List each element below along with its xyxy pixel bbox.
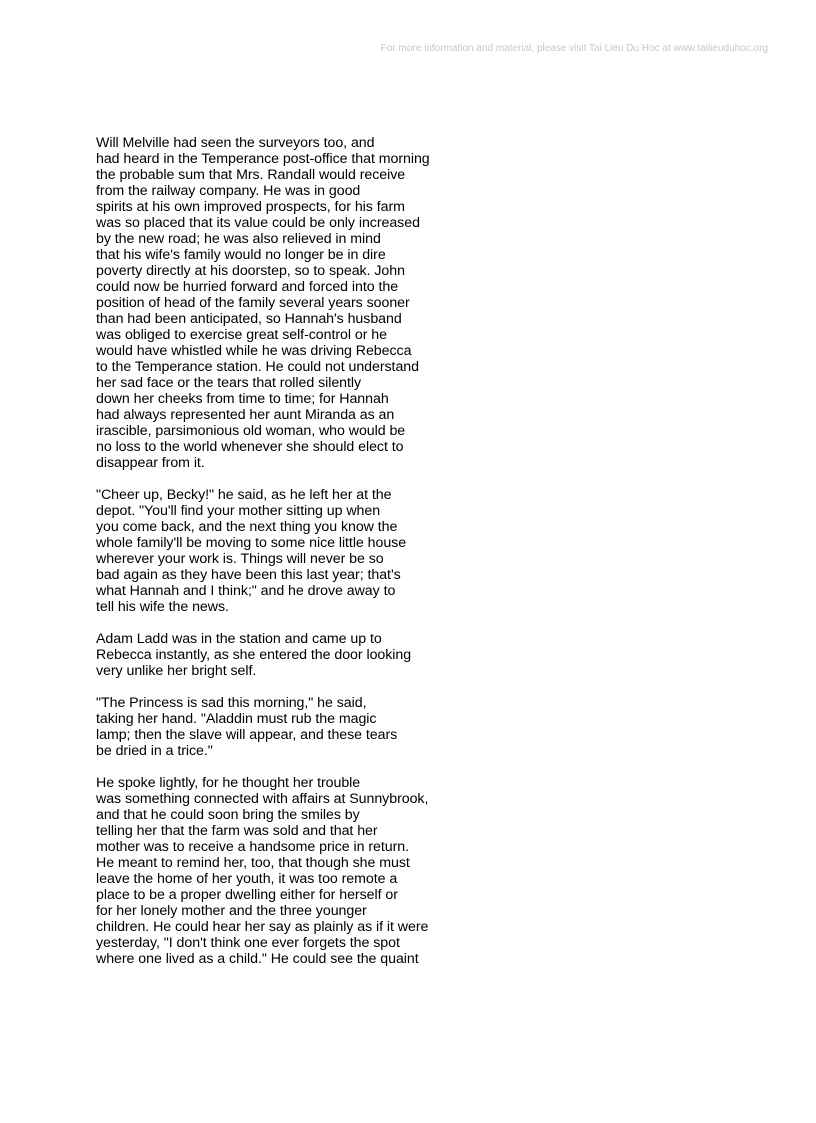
text-line: than had been anticipated, so Hannah's husband (96, 311, 402, 327)
text-line: could now be hurried forward and forced into the (96, 279, 399, 295)
text-line: was obliged to exercise great self-control or he (96, 327, 387, 343)
text-line: had always represented her aunt Miranda as an (96, 407, 395, 423)
text-line: irascible, parsimonious old woman, who would be (96, 423, 406, 439)
text-line: poverty directly at his doorstep, so to speak. John (96, 263, 405, 279)
text-line: very unlike her bright self. (96, 663, 257, 679)
text-line: where one lived as a child." He could see the quaint (96, 951, 419, 967)
text-line: position of head of the family several years sooner (96, 295, 410, 311)
header-note: For more information and material, please visit Tai Lieu Du Hoc at www.tailieuduhoc.org (380, 43, 768, 54)
text-line: and that he could soon bring the smiles by (96, 807, 360, 823)
text-line: had heard in the Temperance post-office that morning (96, 151, 430, 167)
text-line: taking her hand. "Aladdin must rub the magic (96, 711, 377, 727)
text-line: children. He could hear her say as plainly as if it were (96, 919, 429, 935)
text-line: "The Princess is sad this morning," he said, (96, 695, 367, 711)
paragraph-5 (96, 775, 496, 967)
text-line: bad again as they have been this last year; that's (96, 567, 401, 583)
text-line: disappear from it. (96, 455, 205, 471)
text-line: lamp; then the slave will appear, and these tears (96, 727, 398, 743)
text-line: depot. "You'll find your mother sitting up when (96, 503, 381, 519)
page-body (96, 135, 496, 983)
text-line: down her cheeks from time to time; for Hannah (96, 391, 389, 407)
text-line: from the railway company. He was in good (96, 183, 361, 199)
text-line: to the Temperance station. He could not understand (96, 359, 419, 375)
text-line: Adam Ladd was in the station and came up to (96, 631, 382, 647)
paragraph-4 (96, 695, 496, 759)
text-line: He spoke lightly, for he thought her trouble (96, 775, 361, 791)
text-line: wherever your work is. Things will never be so (96, 551, 384, 567)
text-line: was something connected with affairs at Sunnybrook, (96, 791, 429, 807)
text-line: leave the home of her youth, it was too remote a (96, 871, 398, 887)
text-line: by the new road; he was also relieved in mind (96, 231, 381, 247)
text-line: place to be a proper dwelling either for herself or (96, 887, 398, 903)
text-line: Will Melville had seen the surveyors too, and (96, 135, 375, 151)
paragraph-3 (96, 631, 496, 679)
text-line: for her lonely mother and the three younger (96, 903, 367, 919)
text-line: tell his wife the news. (96, 599, 229, 615)
text-line: would have whistled while he was driving Rebecca (96, 343, 412, 359)
text-line: be dried in a trice." (96, 743, 213, 759)
text-line: He meant to remind her, too, that though she must (96, 855, 410, 871)
text-line: spirits at his own improved prospects, for his farm (96, 199, 405, 215)
text-line: no loss to the world whenever she should elect to (96, 439, 404, 455)
text-line: that his wife's family would no longer be in dire (96, 247, 386, 263)
paragraph-1 (96, 135, 496, 471)
text-line: was so placed that its value could be only increased (96, 215, 420, 231)
text-line: what Hannah and I think;" and he drove away to (96, 583, 396, 599)
text-line: mother was to receive a handsome price in return. (96, 839, 409, 855)
text-line: whole family'll be moving to some nice little house (96, 535, 407, 551)
text-line: telling her that the farm was sold and that her (96, 823, 378, 839)
text-line: "Cheer up, Becky!" he said, as he left her at the (96, 487, 392, 503)
text-line: you come back, and the next thing you know the (96, 519, 398, 535)
text-line: yesterday, "I don't think one ever forgets the spot (96, 935, 400, 951)
paragraph-2 (96, 487, 496, 615)
text-line: Rebecca instantly, as she entered the door looking (96, 647, 412, 663)
text-line: her sad face or the tears that rolled silently (96, 375, 362, 391)
text-line: the probable sum that Mrs. Randall would receive (96, 167, 406, 183)
